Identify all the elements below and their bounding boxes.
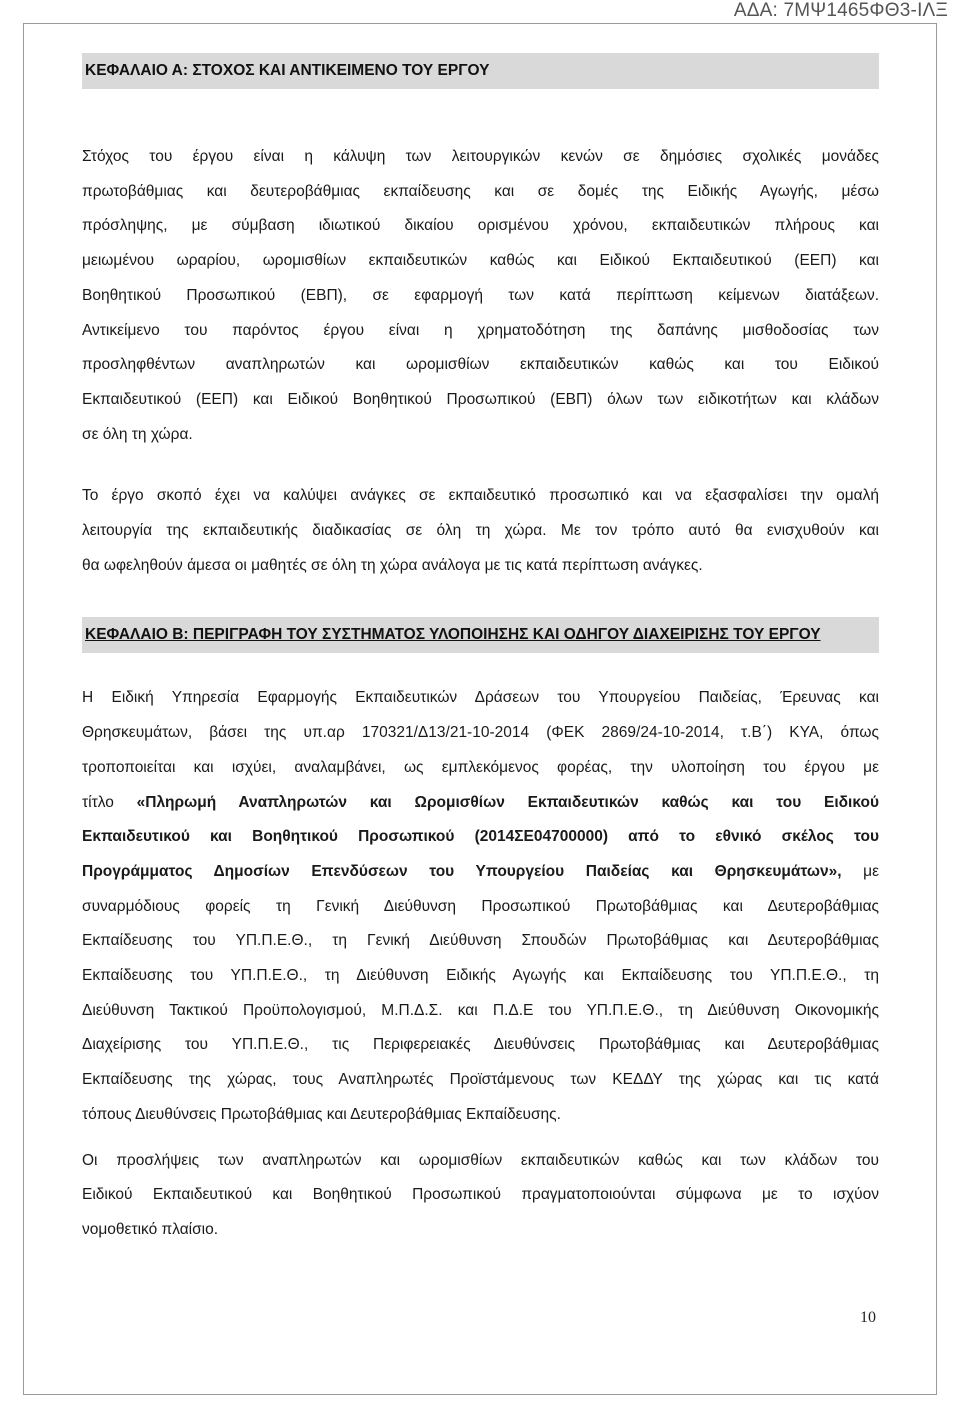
text-line: πρόσληψης, με σύμβαση ιδιωτικού δικαίου ορισμένου χρόνου, εκπαιδευτικών πλήρους και: [82, 217, 879, 235]
text-line: Στόχος του έργου είναι η κάλυψη των λειτουργικών κενών σε δημόσιες σχολικές μονάδες: [82, 148, 879, 165]
text-line: πρωτοβάθμιας και δευτεροβάθμιας εκπαίδευσης και σε δομές της Ειδικής Αγωγής, μέσω: [82, 182, 879, 200]
chapter-a-paragraph-1: [82, 140, 879, 452]
document-body: [82, 53, 879, 1248]
text-line: νομοθετικό πλαίσιο.: [82, 1220, 219, 1238]
text-line: Διεύθυνση Τακτικού Προϋπολογισμού, Μ.Π.Δ.Σ. και Π.Δ.Ε του ΥΠ.Π.Ε.Θ., τη Διεύθυνση Οικονομικής: [82, 1001, 879, 1019]
text-line: Βοηθητικού Προσωπικού (ΕΒΠ), σε εφαρμογή των κατά περίπτωση κείμενων διατάξεων.: [82, 286, 879, 304]
text-run: τίτλο: [82, 793, 137, 811]
text-line: Εκπαίδευσης του ΥΠ.Π.Ε.Θ., τη Γενική Διεύθυνση Σπουδών Πρωτοβάθμιας και Δευτεροβάθμιας: [82, 932, 879, 950]
text-line: Θρησκευμάτων, βάσει της υπ.αρ 170321/Δ13/21-10-2014 (ΦΕΚ 2869/24-10-2014, τ.Β΄) ΚΥΑ, όπως: [82, 724, 879, 742]
project-title: Προγράμματος Δημοσίων Επενδύσεων του Υπουργείου Παιδείας και Θρησκευμάτων»,: [82, 862, 842, 880]
text-line: μειωμένου ωραρίου, ωρομισθίων εκπαιδευτικών καθώς και Ειδικού Εκπαιδευτικού (ΕΕΠ) και: [82, 252, 879, 270]
text-line: σε όλη τη χώρα.: [82, 425, 193, 443]
text-run: με: [841, 862, 879, 880]
text-line: Αντικείμενο του παρόντος έργου είναι η χρηματοδότηση της δαπάνης μισθοδοσίας των: [82, 321, 879, 339]
chapter-a-paragraph-2: [82, 479, 879, 583]
project-title: «Πληρωμή Αναπληρωτών και Ωρομισθίων Εκπαιδευτικών καθώς και του Ειδικού: [136, 793, 879, 811]
text-line: συναρμόδιους φορείς τη Γενική Διεύθυνση Προσωπικού Πρωτοβάθμιας και Δευτεροβάθμιας: [82, 897, 879, 915]
project-title: Εκπαιδευτικού και Βοηθητικού Προσωπικού (2014ΣΕ04700000) από το εθνικό σκέλος του: [82, 828, 879, 846]
text-line: Οι προσλήψεις των αναπληρωτών και ωρομισθίων εκπαιδευτικών καθώς και των κλάδων του: [82, 1151, 879, 1169]
text-line: Εκπαιδευτικού (ΕΕΠ) και Ειδικού Βοηθητικού Προσωπικού (ΕΒΠ) όλων των ειδικοτήτων και κλάδων: [82, 390, 879, 408]
text-line: [82, 855, 879, 890]
chapter-a-heading: ΚΕΦΑΛΑΙΟ Α: ΣΤΟΧΟΣ ΚΑΙ ΑΝΤΙΚΕΙΜΕΝΟ ΤΟΥ ΕΡΓΟΥ: [82, 53, 879, 89]
text-line: Η Ειδική Υπηρεσία Εφαρμογής Εκπαιδευτικών Δράσεων του Υπουργείου Παιδείας, Έρευνας και: [82, 689, 879, 707]
chapter-b-paragraph-1: [82, 681, 879, 1132]
text-line: λειτουργία της εκπαιδευτικής διαδικασίας σε όλη τη χώρα. Με τον τρόπο αυτό θα ενισχυθούν και: [82, 522, 879, 540]
ada-code: ΑΔΑ: 7ΜΨ1465ΦΘ3-ΙΛΞ: [733, 0, 948, 21]
text-line: θα ωφεληθούν άμεσα οι μαθητές σε όλη τη χώρα ανάλογα με τις κατά περίπτωση ανάγκες.: [82, 556, 703, 574]
text-line: Εκπαίδευσης της χώρας, τους Αναπληρωτές Προϊστάμενους των ΚΕΔΔΥ της χώρας και τις κατά: [82, 1071, 879, 1089]
text-line: Εκπαίδευσης του ΥΠ.Π.Ε.Θ., τη Διεύθυνση Ειδικής Αγωγής και Εκπαίδευσης του ΥΠ.Π.Ε.Θ., τη: [82, 967, 879, 985]
text-line: τόπους Διευθύνσεις Πρωτοβάθμιας και Δευτεροβάθμιας Εκπαίδευσης.: [82, 1105, 561, 1123]
chapter-b-paragraph-2: [82, 1144, 879, 1248]
text-line: Το έργο σκοπό έχει να καλύψει ανάγκες σε εκπαιδευτικό προσωπικό και να εξασφαλίσει την ομαλή: [82, 487, 879, 505]
text-line: προσληφθέντων αναπληρωτών και ωρομισθίων εκπαιδευτικών καθώς και του Ειδικού: [82, 356, 879, 374]
text-line: Ειδικού Εκπαιδευτικού και Βοηθητικού Προσωπικού πραγματοποιούνται σύμφωνα με το ισχύον: [82, 1186, 879, 1204]
chapter-b-heading: ΚΕΦΑΛΑΙΟ Β: ΠΕΡΙΓΡΑΦΗ ΤΟΥ ΣΥΣΤΗΜΑΤΟΣ ΥΛΟΠΟΙΗΣΗΣ ΚΑΙ ΟΔΗΓΟΥ ΔΙΑΧΕΙΡΙΣΗΣ ΤΟΥ ΕΡΓΟΥ: [82, 617, 879, 653]
text-line: [82, 786, 879, 821]
text-line: τροποποιείται και ισχύει, αναλαμβάνει, ως εμπλεκόμενος φορέας, την υλοποίηση του έργου με: [82, 758, 879, 776]
page-number: 10: [860, 1309, 876, 1326]
text-line: Διαχείρισης του ΥΠ.Π.Ε.Θ., τις Περιφερειακές Διευθύνσεις Πρωτοβάθμιας και Δευτεροβάθμιας: [82, 1036, 879, 1054]
